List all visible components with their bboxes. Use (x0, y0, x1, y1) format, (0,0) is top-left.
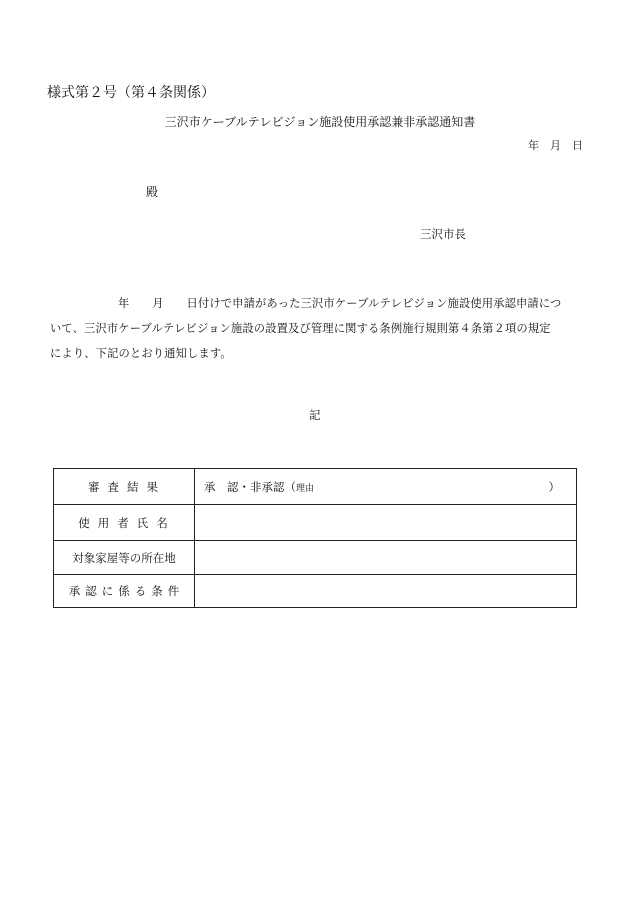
verdict-prefix: 承 認・非承認（ (204, 480, 296, 494)
document-title: 三沢市ケーブルテレビジョン施設使用承認兼非承認通知書 (164, 115, 476, 129)
table-row (54, 505, 577, 541)
issue-date-line: 年 月 日 (528, 139, 583, 152)
table-row (54, 469, 577, 505)
verdict-reason: 理由 (296, 484, 315, 494)
label-review-result: 審査結果 (54, 469, 195, 505)
verdict-text (204, 479, 314, 495)
label-user-name: 使用者氏名 (54, 505, 195, 541)
table-row (54, 541, 577, 575)
notice-body-line-1: 年 月 日付けで申請があった三沢市ケーブルテレビジョン施設使用承認申請につ (118, 297, 562, 310)
verdict-close: ） (548, 480, 560, 494)
value-approval-conditions (195, 575, 577, 608)
label-building-location: 対象家屋等の所在地 (54, 541, 195, 575)
addressee-honorific: 殿 (146, 185, 159, 199)
table-row (54, 575, 577, 608)
notice-details-table (53, 468, 577, 608)
issuer-name: 三沢市長 (420, 227, 466, 241)
form-number: 様式第２号（第４条関係） (47, 85, 215, 101)
notice-body-line-2: いて、三沢市ケーブルテレビジョン施設の設置及び管理に関する条例施行規則第４条第２項の規定 (50, 322, 551, 335)
ki-heading: 記 (309, 408, 321, 422)
notice-body (50, 291, 588, 366)
value-building-location (195, 541, 577, 575)
value-user-name (195, 505, 577, 541)
notice-body-line-3: により、下記のとおり通知します。 (50, 347, 232, 360)
label-approval-conditions: 承認に係る条件 (54, 575, 195, 608)
value-review-result (195, 469, 577, 505)
